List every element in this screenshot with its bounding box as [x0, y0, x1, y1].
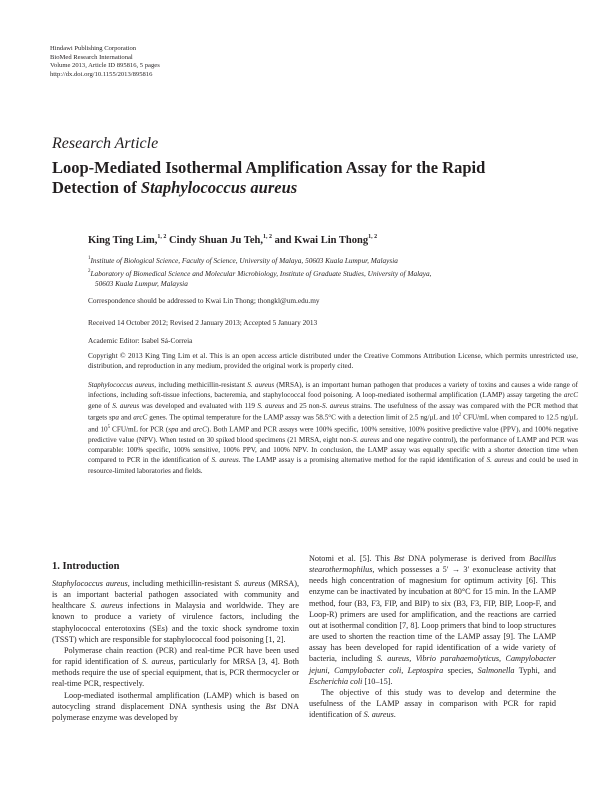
correspondence[interactable]: Correspondence should be addressed to Kwai Lin Thong; thongkl@um.edu.my	[88, 296, 320, 305]
title-line-2	[52, 178, 572, 198]
intro-paragraph-1: Staphylococcus aureus, including methicillin-resistant S. aureus (MRSA), is an important bacterial pathogen associated with community and healthcare S. aureus infections in Malaysia and worldwide. They are known to produce a variety of virulence factors, including the staphylococcal enterotoxins (SEs) and the toxic shock syndrome toxin (TSST) which are responsible for staphylococcal food poisoning [1, 2].	[52, 579, 300, 644]
paper-title	[52, 158, 572, 198]
author-1-affil: 1, 2	[157, 234, 167, 240]
author-list	[88, 234, 377, 246]
affiliation-2	[88, 267, 578, 280]
academic-editor: Academic Editor: Isabel Sá-Correia	[88, 336, 193, 345]
affiliation-1-marker: 1	[88, 256, 91, 261]
author-2: Cindy Shuan Ju Teh,	[168, 235, 263, 246]
abstract: Staphylococcus aureus, including methicillin-resistant S. aureus (MRSA), is an important human pathogen that produces a variety of toxins and causes a wide range of infections, including soft-tissue infections, bacteremia, and staphylococcal food poisoning. A loop-mediated isothermal amplification (LAMP) assay targeting the arcC gene of S. aureus was developed and evaluated with 119 S. aureus and 25 non-S. aureus strains. The usefulness of the assay was compared with the PCR method that targets spa and arcC genes. The optimal temperature for the LAMP assay was 58.5°C with a detection limit of 2.5 ng/μL and $10^2$ CFU/mL when compared to 12.5 ng/μL and $10^5$ CFU/mL for PCR (spa and arcC). Both LAMP and PCR assays were 100% specific, 100% sensitive, 100% positive predictive value (PPV), and 100% negative predictive value (NPV). When tested on 30 spiked blood specimens (21 MRSA, eight non-S. aureus and one negative control), the performance of LAMP and PCR was comparable: 100% specific, 100% sensitive, 100% PPV, and 100% NPV. In conclusion, the LAMP assay was equally specific with a shorter detection time when compared to PCR in the identification of S. aureus. The LAMP assay is a promising alternative method for the rapid identification of S. aureus and could be used in resource-limited laboratories and fields.	[88, 381, 579, 475]
doi-link[interactable]: http://dx.doi.org/10.1155/2013/895816	[50, 70, 153, 78]
section-heading-introduction: 1. Introduction	[52, 561, 120, 572]
intro-column-right	[309, 553, 556, 720]
article-type: Research Article	[52, 135, 159, 152]
author-3: and Kwai Lin Thong	[274, 235, 369, 246]
affiliation-2-cont: 50603 Kuala Lumpur, Malaysia	[95, 279, 188, 289]
intro-paragraph-3-cont: Notomi et al. [5]. This Bst DNA polymerase is derived from Bacillus stearothermophilus, which possesses a 5′ → 3′ exonuclease activity that needs high concentration of magnesium for optimum activity [6]. This enzyme can be inactivated by incubation at 80°C for 15 min. In the LAMP method, four (B3, F3, FIP, and BIP) to six (B3, F3, FIP, BIP, Loop-F, and Loop-R) primers are used for amplification, and the reactions are carried out at isothermal condition [7, 8]. Loop primers that bind to loop structures are used to shorten the reaction time of the LAMP assay [9]. The LAMP assay has been developed for rapid identification of a wide variety of bacteria, including S. aureus, Vibrio parahaemolyticus, Campylobacter jejuni, Campylobacter coli, Leptospira species, Salmonella Typhi, and Escherichia coli [10–15].	[309, 554, 557, 686]
intro-paragraph-2: Polymerase chain reaction (PCR) and real-time PCR have been used for rapid identification of S. aureus, particularly for MRSA [3, 4]. Both methods require the use of special equipment, that is, PCR thermocycler or real-time PCR, respectively.	[52, 645, 300, 689]
title-species: Staphylococcus aureus	[140, 178, 298, 197]
author-3-affil: 1, 2	[368, 234, 378, 240]
author-1: King Ting Lim,	[88, 235, 158, 246]
intro-paragraph-3: Loop-mediated isothermal amplification (LAMP) which is based on autocycling strand displacement DNA synthesis using the Bst DNA polymerase enzyme was developed by	[52, 690, 299, 722]
affiliation-1-text: Institute of Biological Science, Faculty of Science, University of Malaya, 50603 Kuala Lumpur, Malaysia	[90, 256, 398, 265]
author-2-affil: 1, 2	[262, 234, 272, 240]
received-dates: Received 14 October 2012; Revised 2 January 2013; Accepted 5 January 2013	[88, 318, 318, 327]
intro-column-left	[52, 578, 299, 723]
intro-paragraph-4: The objective of this study was to develop and determine the usefulness of the LAMP assay in comparison with PCR for rapid identification of S. aureus.	[309, 687, 556, 720]
affiliations	[88, 254, 578, 290]
volume-info: Volume 2013, Article ID 895816, 5 pages	[50, 62, 160, 70]
copyright-notice: Copyright © 2013 King Ting Lim et al. This is an open access article distributed under the Creative Commons Attribution License, which permits unrestricted use, distribution, and reproduction in any medium, provided the original work is properly cited.	[88, 351, 578, 371]
journal-header	[50, 45, 160, 79]
title-line-2-text: Detection of	[52, 178, 141, 197]
title-line-1: Loop-Mediated Isothermal Amplification Assay for the Rapid	[52, 158, 486, 177]
publisher: Hindawi Publishing Corporation	[50, 45, 137, 52]
journal-name: BioMed Research International	[50, 53, 133, 61]
affiliation-2-text: Laboratory of Biomedical Science and Molecular Microbiology, Institute of Graduate Studies, University of Malaya,	[90, 268, 432, 278]
affiliation-2-marker: 2	[88, 268, 91, 274]
affiliation-1	[88, 254, 578, 267]
